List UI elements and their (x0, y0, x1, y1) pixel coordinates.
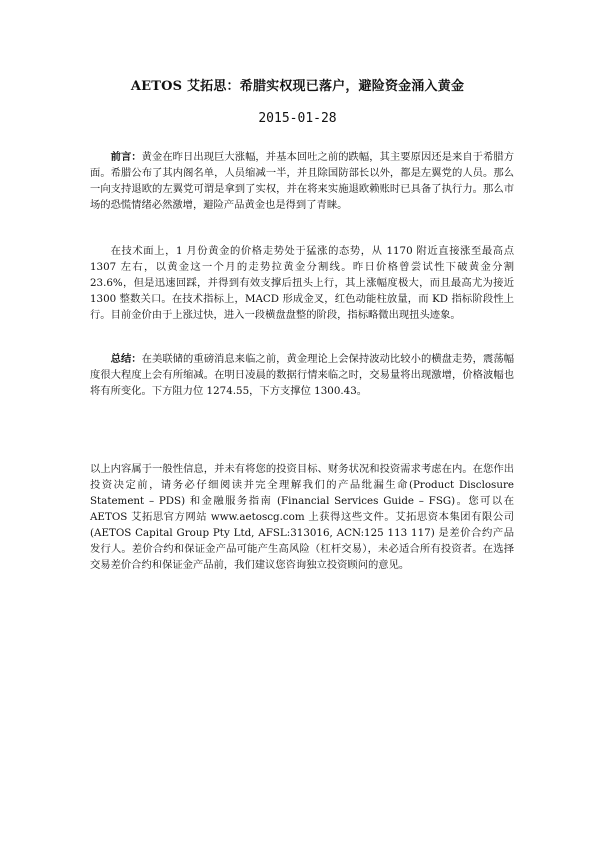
intro-paragraph (90, 149, 514, 213)
technical-text: 在技术面上，1 月份黄金的价格走势处于猛涨的态势，从 1170 附近直接涨至最高点 1307 左右，以黄金这一个月的走势拉黄金分割线。昨日价格曾尝试性下破黄金分割 23.6%，但是迅速回踩，并得到有效支撑后扭头上行，其上涨幅度极大，而且最高尤为接近 1300 整数关口。在技术指标上，MACD 形成金叉，红色动能柱放量，而 KD 指标阶段性上行。目前金价由于上涨过快，进入一段横盘盘整的阶段，指标略微出现扭头迹象。 (90, 245, 514, 321)
intro-lead-label: 前言： (110, 151, 142, 163)
summary-lead-label: 总结： (110, 353, 142, 365)
intro-text: 黄金在昨日出现巨大涨幅，并基本回吐之前的跌幅，其主要原因还是来自于希腊方面。希腊公布了其内阁名单，人员缩减一半，并且除国防部长以外，都是左翼党的人员。那么一向支持退欧的左翼党可谓是拿到了实权，并在将来实施退欧赖账时已具备了执行力。那么市场的恐慌情绪必然激增，避险产品黄金也是得到了青睐。 (90, 151, 515, 211)
disclaimer-text: 以上内容属于一般性信息，并未有将您的投资目标、财务状况和投资需求考虑在内。在您作出投资决定前，请务必仔细阅读并完全理解我们的产品纰漏生命(Product Disclosure Statement – PDS) 和金融服务指南 (Financial Services Guide – FSG)。您可以在 AETOS 艾拓思官方网站 www.aetoscg.com 上获得这些文件。艾拓思资本集团有限公司(AETOS Capital Group Pty Ltd, AFSL:313016, ACN:125 113 117) 是差价合约产品发行人。差价合约和保证金产品可能产生高风险（杠杆交易），未必适合所有投资者。在选择交易差价合约和保证金产品前，我们建议您咨询独立投资顾问的意见。 (90, 463, 514, 571)
summary-paragraph (90, 351, 514, 399)
technical-paragraph (90, 243, 514, 323)
page-title: AETOS 艾拓思：希腊实权现已落户，避险资金涌入黄金 (130, 79, 465, 94)
summary-text: 在美联储的重磅消息来临之前，黄金理论上会保持波动比较小的横盘走势，震荡幅度很大程度上会有所缩减。在明日凌晨的数据行情来临之时，交易量将出现激增，价格波幅也将有所变化。下方阻力位 1274.55，下方支撑位 1300.43。 (90, 353, 515, 397)
publish-date: 2015-01-28 (258, 111, 337, 126)
